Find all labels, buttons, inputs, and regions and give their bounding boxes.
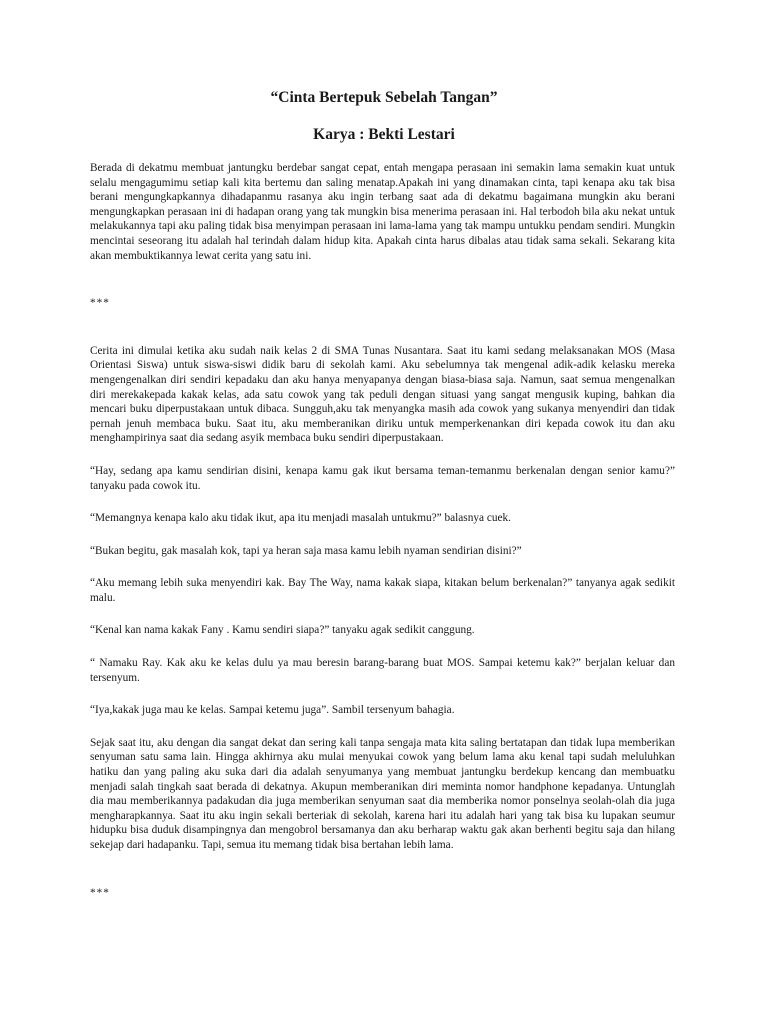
dialogue-line: “ Namaku Ray. Kak aku ke kelas dulu ya mau beresin barang-barang buat MOS. Sampai ketemu kak?” berjalan keluar dan tersenyum. — [90, 657, 675, 684]
section-separator: *** — [90, 297, 110, 310]
story-title: “Cinta Bertepuk Sebelah Tangan” — [270, 89, 498, 106]
paragraph-story-continue: Sejak saat itu, aku dengan dia sangat dekat dan sering kali tanpa sengaja mata kita saling bertatapan dan tidak lupa memberikan senyuman satu sama lain. Hingga akhirnya aku mulai menyukai cowok yang belum lama aku kenal tapi sudah meluluhkan hatiku dan yang paling aku suka dari dia adalah senyumanya yang membuat jantungku berdekup kencang dan membuatku menjadi salah tingkah saat berada di dekatnya. Akupun memberanikan diri meminta nomor handphone kepadanya. Untunglah dia mau memberikannya padakudan dia juga memberikan senyuman saat dia memberika nomor ponselnya seolah-olah dia juga mengharapkannya. Saat itu aku ingin sekali berteriak di sekolah, karena hari itu adalah hari yang tak bisa ku lupakan seumur hidupku bisa duduk disampingnya dan mengobrol bersamanya dan aku berharap waktu gak akan berhenti begitu saja dan hilang sekejap dari hadapanku. Tapi, semua itu memang tidak bisa bertahan lebih lama. — [90, 736, 675, 851]
dialogue-line: “Bukan begitu, gak masalah kok, tapi ya heran saja masa kamu lebih nyaman sendirian disini?” — [90, 544, 522, 557]
author-line: Karya : Bekti Lestari — [313, 126, 455, 143]
dialogue-line: “Hay, sedang apa kamu sendirian disini, kenapa kamu gak ikut bersama teman-temanmu berkenalan dengan senior kamu?” tanyaku pada cowok itu. — [90, 464, 675, 492]
paragraph-story-start: Cerita ini dimulai ketika aku sudah naik kelas 2 di SMA Tunas Nusantara. Saat itu kami sedang melaksanakan MOS (Masa Orientasi Siswa) untuk siswa-siswi didik baru di sekolah kami. Aku sebelumnya tak mengenal adik-adik kelasku mereka mengengenalkan diri sendiri kepadaku dan aku hanya menyapanya dengan biasa-biasa saja. Namun, saat semua mengenalkan diri merekakepada kakak kelas, ada satu cowok yang tak peduli dengan situasi yang sangat mengusik kuping, bahkan dia mencari buku diperpustakaan untuk dibaca. Sungguh,aku tak menyangka masih ada cowok yang sukanya menyendiri dan tidak pernah jenuh membaca buku. Saat itu, aku memberanikan diriku untuk memperkenankan diri kepada cowok itu dan aku menghampirinya saat dia sedang asyik membaca buku sendiri diperpustakaan. — [90, 344, 675, 445]
paragraph-intro: Berada di dekatmu membuat jantungku berdebar sangat cepat, entah mengapa perasaan ini semakin lama semakin kuat untuk selalu mengagumimu setiap kali kita bertemu dan saling menatap.Apakah ini yang dinamakan cinta, tapi kenapa aku tak bisa berani mengungkapkannya dihadapanmu rasanya aku ingin terbang saat ada di dekatmu bagaimana mungkin aku berani mengungkapkan perasaan ini di hadapan orang yang tak mungkin bisa menerima perasaan ini. Hal terbodoh bila aku nekat untuk melakukannya tapi aku paling tidak bisa menyimpan perasaan ini lama-lama yang tak mampu untukku pendam sendiri. Mungkin mencintai seseorang itu adalah hal terindah dalam hidup kita. Apakah cinta harus dibalas atau tidak sama sekali. Sekarang kita akan membuktikannya lewat cerita yang satu ini. — [90, 162, 675, 262]
section-separator: *** — [90, 886, 110, 899]
dialogue-line: “Iya,kakak juga mau ke kelas. Sampai ketemu juga”. Sambil tersenyum bahagia. — [90, 704, 455, 717]
dialogue-line: “Aku memang lebih suka menyendiri kak. Bay The Way, nama kakak siapa, kitakan belum berkenalan?” tanyanya agak sedikit malu. — [90, 577, 675, 604]
dialogue-line: “Kenal kan nama kakak Fany . Kamu sendiri siapa?” tanyaku agak sedikit canggung. — [90, 624, 475, 637]
story-body — [90, 161, 675, 900]
dialogue-line: “Memangnya kenapa kalo aku tidak ikut, apa itu menjadi masalah untukmu?” balasnya cuek. — [90, 512, 511, 525]
